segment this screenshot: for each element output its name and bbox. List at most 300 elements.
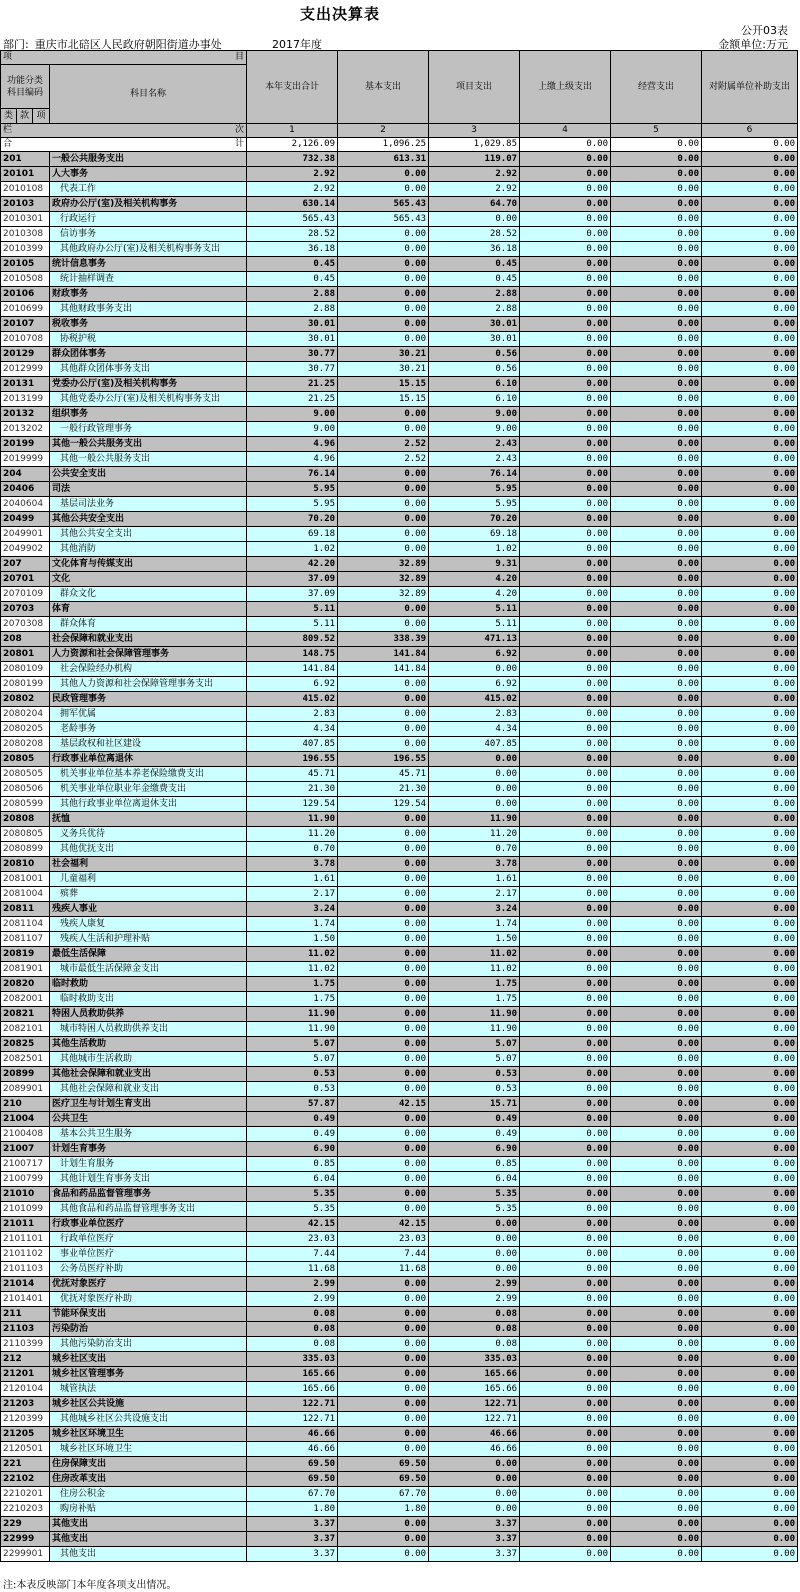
row-value: 0.00 (520, 1262, 611, 1277)
row-value: 0.00 (429, 212, 520, 227)
row-value: 0.00 (702, 557, 798, 572)
row-value: 0.00 (611, 1487, 702, 1502)
row-code: 21205 (1, 1427, 50, 1442)
row-code: 20899 (1, 1067, 50, 1082)
row-code: 2080208 (1, 737, 50, 752)
row-code: 211 (1, 1307, 50, 1322)
row-value: 0.00 (702, 1532, 798, 1547)
row-value: 0.00 (520, 1367, 611, 1382)
row-code: 2012999 (1, 362, 50, 377)
department-label: 部门: (3, 38, 29, 51)
row-code: 20132 (1, 407, 50, 422)
table-row (1, 1292, 798, 1307)
row-value: 69.50 (247, 1457, 338, 1472)
row-value: 0.00 (520, 1352, 611, 1367)
header-kuan: 款 (17, 109, 33, 124)
row-value: 613.31 (338, 152, 429, 167)
row-value: 0.00 (702, 1157, 798, 1172)
row-code: 20131 (1, 377, 50, 392)
row-value: 3.37 (247, 1532, 338, 1547)
row-value: 0.00 (611, 962, 702, 977)
table-row (1, 1472, 798, 1487)
row-value: 30.01 (247, 332, 338, 347)
row-value: 5.11 (247, 617, 338, 632)
row-code: 2082101 (1, 1022, 50, 1037)
col-num-4: 4 (520, 124, 611, 138)
row-value: 0.00 (520, 1457, 611, 1472)
row-value: 0.00 (702, 902, 798, 917)
row-code: 2010301 (1, 212, 50, 227)
row-value: 0.00 (429, 767, 520, 782)
row-value: 0.00 (702, 1487, 798, 1502)
row-value: 0.00 (611, 1322, 702, 1337)
row-value: 415.02 (429, 692, 520, 707)
table-row (1, 1457, 798, 1472)
row-value: 0.00 (520, 1037, 611, 1052)
row-value: 0.00 (520, 362, 611, 377)
row-value: 0.00 (611, 1112, 702, 1127)
row-value: 0.00 (520, 1277, 611, 1292)
row-value: 0.00 (338, 257, 429, 272)
row-value: 11.68 (338, 1262, 429, 1277)
row-value: 0.00 (520, 1427, 611, 1442)
row-code: 2101103 (1, 1262, 50, 1277)
row-value: 2.99 (429, 1292, 520, 1307)
row-value: 0.00 (338, 1172, 429, 1187)
row-value: 30.21 (338, 347, 429, 362)
table-row (1, 1142, 798, 1157)
table-row (1, 512, 798, 527)
header-ci: 次 (235, 125, 245, 135)
row-value: 0.00 (520, 512, 611, 527)
row-value: 0.70 (429, 842, 520, 857)
row-value: 11.02 (247, 947, 338, 962)
row-subject-name: 残疾人生活和护理补贴 (50, 932, 247, 947)
row-code: 20129 (1, 347, 50, 362)
row-value: 4.96 (247, 452, 338, 467)
row-code: 20805 (1, 752, 50, 767)
row-value: 0.49 (429, 1127, 520, 1142)
row-value: 4.34 (247, 722, 338, 737)
row-value: 0.00 (338, 1412, 429, 1427)
row-value: 0.00 (702, 662, 798, 677)
row-value: 0.00 (702, 1427, 798, 1442)
row-value: 0.00 (611, 677, 702, 692)
row-value: 0.00 (520, 782, 611, 797)
row-subject-name: 其他财政事务支出 (50, 302, 247, 317)
row-value: 0.00 (702, 1277, 798, 1292)
row-code: 2080204 (1, 707, 50, 722)
row-value: 4.20 (429, 572, 520, 587)
row-value: 0.00 (702, 887, 798, 902)
table-row (1, 587, 798, 602)
row-subject-name: 其他城乡社区公共设施支出 (50, 1412, 247, 1427)
table-row (1, 302, 798, 317)
row-value: 69.18 (429, 527, 520, 542)
row-code: 22999 (1, 1532, 50, 1547)
row-value: 11.20 (429, 827, 520, 842)
row-value: 0.00 (702, 152, 798, 167)
row-value: 2.88 (247, 287, 338, 302)
row-value: 0.00 (611, 1097, 702, 1112)
row-subject-name: 一般公共服务支出 (50, 152, 247, 167)
row-value: 0.00 (702, 332, 798, 347)
row-subject-name: 行政单位医疗 (50, 1232, 247, 1247)
table-row (1, 617, 798, 632)
row-value: 0.00 (702, 1217, 798, 1232)
total-value: 1,096.25 (338, 138, 429, 152)
row-value: 64.70 (429, 197, 520, 212)
row-code: 20703 (1, 602, 50, 617)
row-value: 11.68 (247, 1262, 338, 1277)
row-value: 69.50 (338, 1472, 429, 1487)
row-value: 0.00 (611, 1037, 702, 1052)
row-code: 20406 (1, 482, 50, 497)
table-row (1, 707, 798, 722)
row-code: 2070109 (1, 587, 50, 602)
row-value: 338.39 (338, 632, 429, 647)
total-ji: 计 (235, 139, 245, 149)
row-value: 0.00 (702, 1097, 798, 1112)
row-value: 0.00 (338, 1022, 429, 1037)
row-code: 2210203 (1, 1502, 50, 1517)
row-value: 1.50 (247, 932, 338, 947)
row-subject-name: 其他支出 (50, 1547, 247, 1562)
table-row (1, 1172, 798, 1187)
row-code: 2082001 (1, 992, 50, 1007)
row-value: 0.00 (702, 1127, 798, 1142)
row-subject-name: 信访事务 (50, 227, 247, 242)
row-value: 0.00 (338, 677, 429, 692)
row-subject-name: 特困人员救助供养 (50, 1007, 247, 1022)
row-value: 11.20 (247, 827, 338, 842)
row-value: 0.00 (338, 422, 429, 437)
row-value: 0.00 (611, 977, 702, 992)
row-subject-name: 政府办公厅(室)及相关机构事务 (50, 197, 247, 212)
header-subject-name: 科目名称 (50, 65, 247, 124)
table-row (1, 422, 798, 437)
header-lan: 栏 (3, 125, 13, 135)
row-value: 0.00 (611, 257, 702, 272)
col-header-business: 经营支出 (611, 51, 702, 124)
row-value: 0.00 (611, 1397, 702, 1412)
row-value: 0.00 (520, 1307, 611, 1322)
row-value: 0.00 (702, 1442, 798, 1457)
row-value: 0.00 (702, 1412, 798, 1427)
row-value: 165.66 (429, 1382, 520, 1397)
row-code: 2080109 (1, 662, 50, 677)
row-value: 0.00 (702, 422, 798, 437)
row-value: 407.85 (429, 737, 520, 752)
row-value: 0.00 (702, 1547, 798, 1562)
row-value: 2.92 (247, 182, 338, 197)
row-value: 141.84 (338, 647, 429, 662)
row-subject-name: 其他生活救助 (50, 1037, 247, 1052)
table-row (1, 842, 798, 857)
row-value: 0.00 (338, 602, 429, 617)
row-value: 0.00 (702, 977, 798, 992)
row-subject-name: 公共安全支出 (50, 467, 247, 482)
row-value: 3.37 (247, 1517, 338, 1532)
row-value: 0.00 (611, 1232, 702, 1247)
row-value: 196.55 (338, 752, 429, 767)
table-row (1, 317, 798, 332)
row-value: 0.00 (338, 947, 429, 962)
row-value: 0.00 (611, 272, 702, 287)
row-value: 0.00 (520, 1502, 611, 1517)
row-value: 11.02 (429, 962, 520, 977)
row-value: 0.00 (520, 1142, 611, 1157)
row-value: 32.89 (338, 587, 429, 602)
row-subject-name: 儿童福利 (50, 872, 247, 887)
row-subject-name: 其他一般公共服务支出 (50, 452, 247, 467)
table-row (1, 1067, 798, 1082)
table-row (1, 377, 798, 392)
table-row (1, 212, 798, 227)
row-value: 0.00 (520, 1292, 611, 1307)
row-code: 20499 (1, 512, 50, 527)
row-value: 0.00 (520, 1097, 611, 1112)
row-value: 21.25 (247, 392, 338, 407)
row-value: 0.00 (338, 407, 429, 422)
row-value: 0.00 (702, 392, 798, 407)
row-value: 67.70 (247, 1487, 338, 1502)
row-value: 0.00 (702, 542, 798, 557)
row-code: 2101099 (1, 1202, 50, 1217)
row-value: 335.03 (247, 1352, 338, 1367)
row-value: 0.56 (429, 362, 520, 377)
row-subject-name: 其他食品和药品监督管理事务支出 (50, 1202, 247, 1217)
row-code: 2013202 (1, 422, 50, 437)
row-value: 0.45 (429, 257, 520, 272)
table-row (1, 287, 798, 302)
row-value: 0.00 (338, 992, 429, 1007)
row-value: 0.00 (338, 887, 429, 902)
row-value: 0.00 (702, 677, 798, 692)
row-value: 0.00 (429, 1502, 520, 1517)
row-value: 0.00 (338, 617, 429, 632)
row-value: 0.00 (611, 932, 702, 947)
row-value: 11.90 (429, 812, 520, 827)
row-subject-name: 优抚对象医疗补助 (50, 1292, 247, 1307)
row-value: 0.00 (520, 287, 611, 302)
row-subject-name: 食品和药品监督管理事务 (50, 1187, 247, 1202)
table-row (1, 1262, 798, 1277)
row-value: 5.11 (247, 602, 338, 617)
row-value: 0.00 (520, 542, 611, 557)
row-code: 2080505 (1, 767, 50, 782)
row-value: 0.00 (338, 482, 429, 497)
table-row (1, 1307, 798, 1322)
total-value: 0.00 (520, 138, 611, 152)
row-value: 0.00 (338, 1367, 429, 1382)
row-code: 2081001 (1, 872, 50, 887)
table-row (1, 1397, 798, 1412)
row-value: 0.00 (520, 1397, 611, 1412)
row-value: 0.00 (338, 857, 429, 872)
row-value: 45.71 (338, 767, 429, 782)
row-value: 0.00 (611, 317, 702, 332)
row-value: 0.00 (702, 617, 798, 632)
row-code: 20801 (1, 647, 50, 662)
row-value: 0.00 (520, 1172, 611, 1187)
row-value: 5.07 (247, 1037, 338, 1052)
row-code: 20106 (1, 287, 50, 302)
table-body (1, 152, 798, 1562)
total-value: 1,029.85 (429, 138, 520, 152)
row-code: 2299901 (1, 1547, 50, 1562)
row-value: 0.00 (520, 887, 611, 902)
row-value: 0.00 (611, 1307, 702, 1322)
row-subject-name: 群众体育 (50, 617, 247, 632)
row-value: 9.00 (247, 422, 338, 437)
row-value: 0.00 (702, 917, 798, 932)
row-value: 0.00 (520, 437, 611, 452)
row-value: 5.35 (247, 1202, 338, 1217)
row-value: 0.00 (702, 857, 798, 872)
table-row (1, 542, 798, 557)
row-value: 141.84 (247, 662, 338, 677)
row-subject-name: 其他一般公共服务支出 (50, 437, 247, 452)
row-value: 0.00 (520, 1187, 611, 1202)
row-value: 0.00 (429, 1217, 520, 1232)
row-code: 208 (1, 632, 50, 647)
row-value: 0.00 (520, 752, 611, 767)
row-value: 0.00 (611, 1217, 702, 1232)
row-subject-name: 城市最低生活保障金支出 (50, 962, 247, 977)
row-code: 2089901 (1, 1082, 50, 1097)
row-subject-name: 其他消防 (50, 542, 247, 557)
row-value: 0.00 (429, 1472, 520, 1487)
row-value: 0.00 (702, 407, 798, 422)
row-value: 0.00 (611, 227, 702, 242)
row-value: 30.01 (247, 317, 338, 332)
row-value: 28.52 (247, 227, 338, 242)
row-value: 0.00 (611, 1007, 702, 1022)
row-value: 0.00 (429, 797, 520, 812)
row-value: 0.00 (702, 1262, 798, 1277)
row-value: 5.07 (429, 1037, 520, 1052)
row-value: 0.00 (520, 647, 611, 662)
row-subject-name: 社会保障和就业支出 (50, 632, 247, 647)
row-code: 2070308 (1, 617, 50, 632)
row-value: 0.00 (338, 272, 429, 287)
row-value: 122.71 (429, 1397, 520, 1412)
table-row (1, 797, 798, 812)
row-subject-name: 公共卫生 (50, 1112, 247, 1127)
row-value: 0.00 (338, 1517, 429, 1532)
table-row (1, 242, 798, 257)
row-subject-name: 社会福利 (50, 857, 247, 872)
table-row (1, 1442, 798, 1457)
row-value: 0.00 (520, 917, 611, 932)
row-value: 0.00 (520, 1232, 611, 1247)
row-value: 11.90 (247, 812, 338, 827)
row-value: 0.00 (702, 527, 798, 542)
table-row (1, 1157, 798, 1172)
row-value: 0.53 (247, 1082, 338, 1097)
row-value: 0.49 (247, 1112, 338, 1127)
row-code: 2080805 (1, 827, 50, 842)
row-value: 0.53 (429, 1067, 520, 1082)
table-row (1, 1322, 798, 1337)
row-value: 0.00 (520, 1202, 611, 1217)
row-value: 0.00 (611, 1202, 702, 1217)
row-value: 0.00 (520, 377, 611, 392)
row-code: 2100799 (1, 1172, 50, 1187)
row-value: 37.09 (247, 572, 338, 587)
header-xiang-mu (1, 51, 247, 65)
row-subject-name: 司法 (50, 482, 247, 497)
row-value: 5.95 (247, 497, 338, 512)
row-value: 0.00 (520, 1082, 611, 1097)
row-value: 0.00 (338, 1127, 429, 1142)
row-value: 0.00 (338, 827, 429, 842)
row-value: 3.37 (429, 1547, 520, 1562)
row-value: 196.55 (247, 752, 338, 767)
row-value: 0.00 (611, 152, 702, 167)
row-value: 0.00 (520, 1547, 611, 1562)
row-subject-name: 统计抽样调查 (50, 272, 247, 287)
row-value: 0.00 (520, 812, 611, 827)
row-value: 0.00 (520, 692, 611, 707)
row-subject-name: 城管执法 (50, 1382, 247, 1397)
row-value: 1.02 (247, 542, 338, 557)
row-value: 0.00 (429, 662, 520, 677)
row-code: 21103 (1, 1322, 50, 1337)
row-value: 5.95 (429, 497, 520, 512)
row-value: 0.00 (611, 1442, 702, 1457)
row-value: 0.00 (520, 992, 611, 1007)
row-subject-name: 行政事业单位离退休 (50, 752, 247, 767)
row-value: 9.31 (429, 557, 520, 572)
table-row (1, 902, 798, 917)
header-func-code: 功能分类科目编码 (1, 65, 50, 109)
row-value: 2.92 (429, 167, 520, 182)
col-num-2: 2 (338, 124, 429, 138)
row-value: 30.21 (338, 362, 429, 377)
row-value: 148.75 (247, 647, 338, 662)
row-value: 1.80 (247, 1502, 338, 1517)
row-value: 0.00 (611, 992, 702, 1007)
row-value: 0.00 (520, 722, 611, 737)
row-value: 0.00 (702, 212, 798, 227)
row-value: 0.00 (338, 1067, 429, 1082)
row-value: 0.00 (520, 707, 611, 722)
row-value: 0.00 (338, 497, 429, 512)
row-value: 0.00 (520, 332, 611, 347)
table-row (1, 1277, 798, 1292)
row-value: 0.00 (611, 392, 702, 407)
row-value: 3.37 (429, 1517, 520, 1532)
row-value: 11.90 (247, 1022, 338, 1037)
header-row-1 (1, 51, 798, 65)
row-value: 0.00 (702, 1457, 798, 1472)
row-value: 0.00 (520, 677, 611, 692)
row-value: 5.35 (429, 1187, 520, 1202)
row-value: 0.00 (702, 827, 798, 842)
row-value: 0.00 (520, 1007, 611, 1022)
table-row (1, 572, 798, 587)
row-value: 1.75 (247, 992, 338, 1007)
total-row (1, 138, 798, 152)
row-value: 122.71 (247, 1412, 338, 1427)
row-value: 0.00 (520, 1322, 611, 1337)
row-value: 0.00 (702, 377, 798, 392)
table-row (1, 1532, 798, 1547)
row-value: 42.20 (247, 557, 338, 572)
row-code: 2080899 (1, 842, 50, 857)
